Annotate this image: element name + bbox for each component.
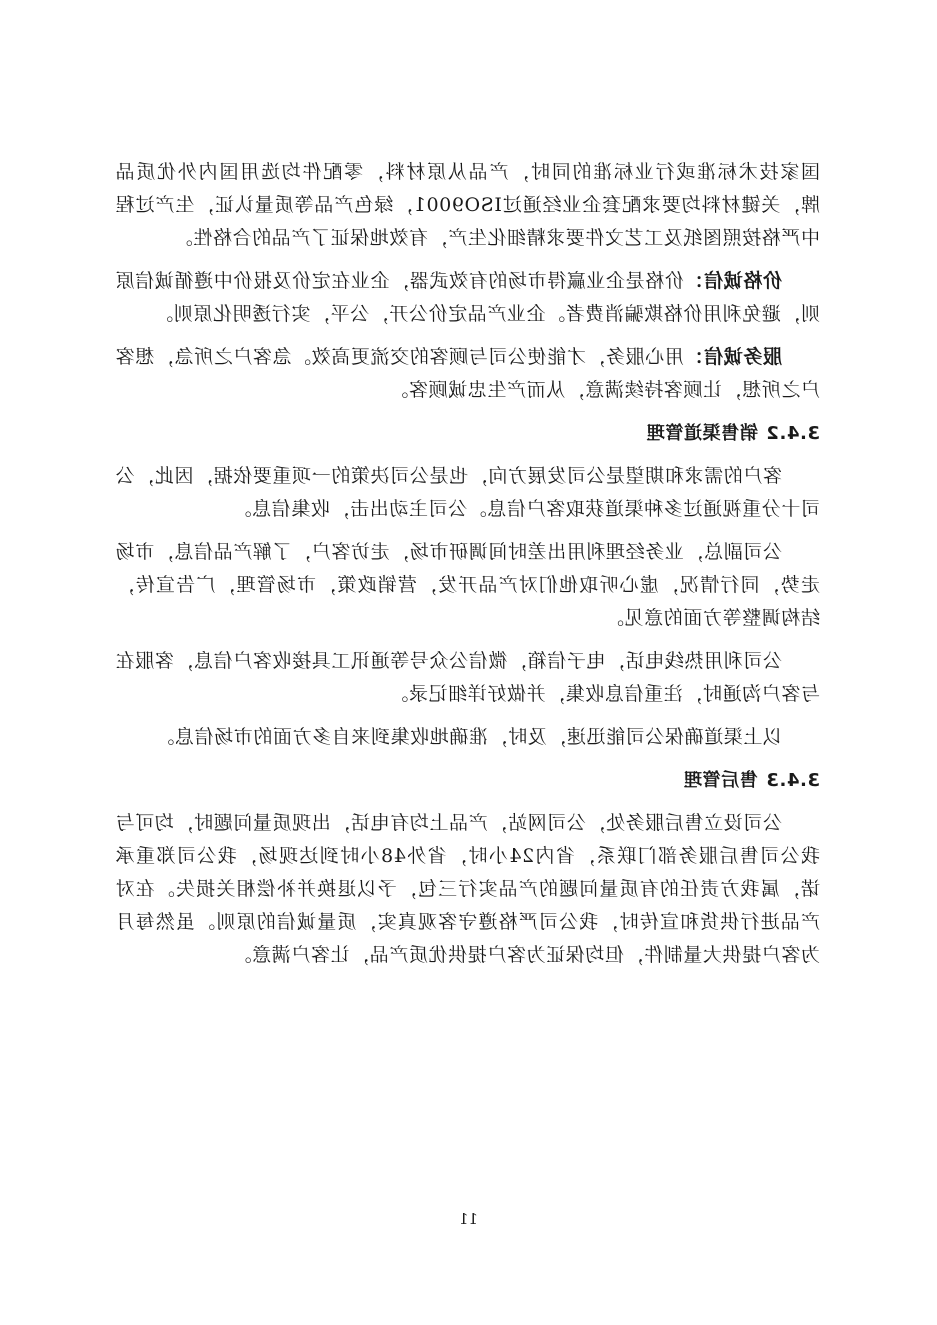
paragraph-price-integrity [115,265,820,331]
paragraph: 公司利用热线电话，电子信箱，微信公众号等通讯工具接收客户信息，客服在与客户沟通时，注重信息收集，并做好详细记录。 [115,650,820,705]
paragraph-standards [115,156,820,255]
section-heading-after-sales [115,764,820,797]
paragraph: 公司副总，业务经理利用出差时间调研市场，走访客户，了解产品信息，市场走势，同行情况，虚心听取他们对产品开发，营销政策，市场管理，广告宣传，结构调整等方面的意见。 [115,541,820,629]
section-number: 3.4.2 [765,423,820,444]
paragraph: 以上渠道确保公司能迅速，及时，准确地收集到来自多方面的市场信息。 [154,726,782,748]
page-number: 11 [458,1210,479,1228]
section-heading-sales-channel [115,417,820,450]
paragraph-lead: 价格诚信： [683,270,782,292]
paragraph-text: 价格是企业赢得市场的有效武器，企业在定价及报价中遵循诚信原则，避免利用价格欺骗消费者。企业产品定价公开，公平，实行透明化原则。 [115,270,820,325]
paragraph-text: 国家技术标准或行业标准的同时，产品从原材料，零配件均选用国内外优质品牌，关键材料均要求配套企业经通过ISO9001，绿色产品等质量认证，生产过程中严格按照图纸及工艺文件要求精细化生产，有效地保证了产品的合格性。 [115,161,820,249]
paragraph-service-integrity [115,341,820,407]
paragraph-lead: 服务诚信： [683,346,782,368]
paragraph: 公司设立售后服务处，公司网站，产品上均有电话，出现质量问题时，均可与我公司售后服务部门联系，省内24小时，省外48小时到达现场，我公司郑重承诺，属我方责任的有质量问题的产品实行三包，予以退换并补偿相关损失。在对产品进行供货和宣传时，我公司严格遵守客观真实，质量诚信的原则。虽然每月为客户提供大量制件，但均保证为客户提供优质产品，让客户满意。 [115,812,820,966]
paragraph: 客户的需求和期望是公司发展方向，也是公司决策的一项重要依据，因此，公司十分重视通过多种渠道获取客户信息。公司主动出击，收集信息。 [115,465,820,520]
paragraph-text: 用心服务，才能使公司与顾客的交流更高效。急客户之所急，想客户之所想，让顾客持续满意，从而产生忠诚顾客。 [115,346,820,401]
section-title: 销售渠道管理 [646,423,758,444]
section-number: 3.4.3 [765,770,820,791]
document-body [115,156,820,982]
section-title: 售后管理 [683,770,758,791]
